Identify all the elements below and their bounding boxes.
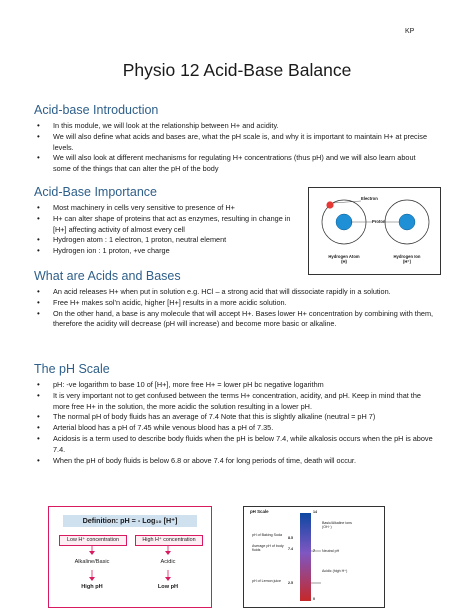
body-fluids-label: Average pH of body fluids <box>252 544 284 553</box>
acids-bases-bullet-list <box>34 287 434 330</box>
intro-bullet-list <box>34 121 434 175</box>
list-item: • Hydrogen atom : 1 electron, 1 proton, neutral element <box>34 235 302 246</box>
low-h-concentration-box: Low H⁺ concentration <box>59 535 127 546</box>
lemon-juice-label: pH of Lemon juice <box>252 579 281 583</box>
ph-scale-figure <box>243 506 385 608</box>
ion-caption-symbol: (H⁺) <box>402 259 412 264</box>
hydrogen-atom-ion-figure <box>308 187 441 275</box>
ph-scale-title: pH Scale <box>250 509 269 514</box>
list-item: • On the other hand, a base is any molecule that will accept H+. Bases lower H+ concentration by combining with them, therefore the acidity will decrease (pH will increase) and become more basic or alkaline. <box>34 309 434 331</box>
low-ph-label: Low pH <box>157 584 179 590</box>
ph-gradient-bar <box>300 513 311 601</box>
ph-scale-bar-graphic <box>244 507 384 607</box>
alkaline-basic-label: Alkaline/Basic <box>74 559 110 565</box>
list-item: • We will also define what acids and bases are, what the pH scale is, and why it is important to maintain H+ at precise levels. <box>34 132 434 154</box>
atom-caption-name: Hydrogen Atom <box>328 254 360 259</box>
list-item: • H+ can alter shape of proteins that act as enzymes, resulting in change in [H+] affecting activity of almost every cell <box>34 214 302 236</box>
high-h-concentration-box: High H⁺ concentration <box>135 535 203 546</box>
list-item: • In this module, we will look at the relationship between H+ and acidity. <box>34 121 434 132</box>
section-heading-acids-bases: What are Acids and Bases <box>34 269 181 283</box>
high-ph-label: High pH <box>81 584 103 590</box>
electron-dot <box>326 201 333 208</box>
ion-caption-name: Hydrogen Ion <box>393 254 421 259</box>
author-initials: KP <box>405 28 415 35</box>
electron-label: Electron <box>361 196 378 201</box>
list-item: • An acid releases H+ when put in solution e.g. HCl – a strong acid that will dissociate rapidly in a solution. <box>34 287 434 298</box>
ion-caption <box>377 254 437 264</box>
list-item: • It is very important not to get confused between the terms H+ concentration, acidity, and pH. Keep in mind that the more free H+ in the solution, the more acidic the solution resulting in a lower pH. <box>34 391 434 413</box>
lemon-juice-value: 2.5 <box>288 581 293 585</box>
baking-soda-label: pH of Baking Soda <box>252 533 282 537</box>
proton-label: Proton <box>372 219 386 224</box>
basic-alkaline-label: Basic/Alkaline ions (OH⁻) <box>322 521 352 530</box>
section-heading-ph-scale: The pH Scale <box>34 362 110 376</box>
definition-banner: Definition: pH = - Log₁₀ [H⁺] <box>63 515 197 527</box>
list-item: • Acidosis is a term used to describe body fluids when the pH is below 7.4, while alkalosis occurs when the pH is above 7.4. <box>34 434 434 456</box>
section-heading-importance: Acid-Base Importance <box>34 185 157 199</box>
ph-value-bottom: 0 <box>313 597 315 601</box>
atom-caption <box>314 254 374 264</box>
definition-arrows <box>49 507 211 607</box>
acidic-label: Acidic <box>160 559 176 565</box>
neutral-label: Neutral pH <box>322 549 340 553</box>
atom-caption-symbol: (H) <box>341 259 347 264</box>
ph-scale-bullet-list <box>34 380 434 466</box>
list-item: • The normal pH of body fluids has an average of 7.4 Note that this is slightly alkaline (neutral = pH 7) <box>34 412 434 423</box>
list-item: • pH: -ve logarithm to base 10 of [H+], more free H+ = lower pH bc negative logarithm <box>34 380 434 391</box>
acidic-high-h-label: Acidic (high H⁺) <box>322 569 348 573</box>
body-fluids-value: 7.4 <box>288 547 293 551</box>
section-heading-intro: Acid-base Introduction <box>34 103 159 117</box>
list-item: • Hydrogen ion : 1 proton, +ve charge <box>34 246 302 257</box>
neutral-value: 7 <box>313 549 315 553</box>
list-item: • Arterial blood has a pH of 7.45 while venous blood has a pH of 7.35. <box>34 423 434 434</box>
baking-soda-value: 8.5 <box>288 536 293 540</box>
ph-definition-figure <box>48 506 212 608</box>
page-title: Physio 12 Acid-Base Balance <box>122 60 352 80</box>
list-item: • Free H+ makes sol’n acidic, higher [H+] results in a more acidic solution. <box>34 298 434 309</box>
ph-value-top: 14 <box>313 510 317 514</box>
list-item: • When the pH of body fluids is below 6.8 or above 7.4 for long periods of time, death will occur. <box>34 456 434 467</box>
list-item: • Most machinery in cells very sensitive to presence of H+ <box>34 203 302 214</box>
importance-bullet-list <box>34 203 302 257</box>
list-item: • We will also look at different mechanisms for regulating H+ concentrations (thus pH) and we will also learn about some of the things that can alter the pH of the body <box>34 153 434 175</box>
